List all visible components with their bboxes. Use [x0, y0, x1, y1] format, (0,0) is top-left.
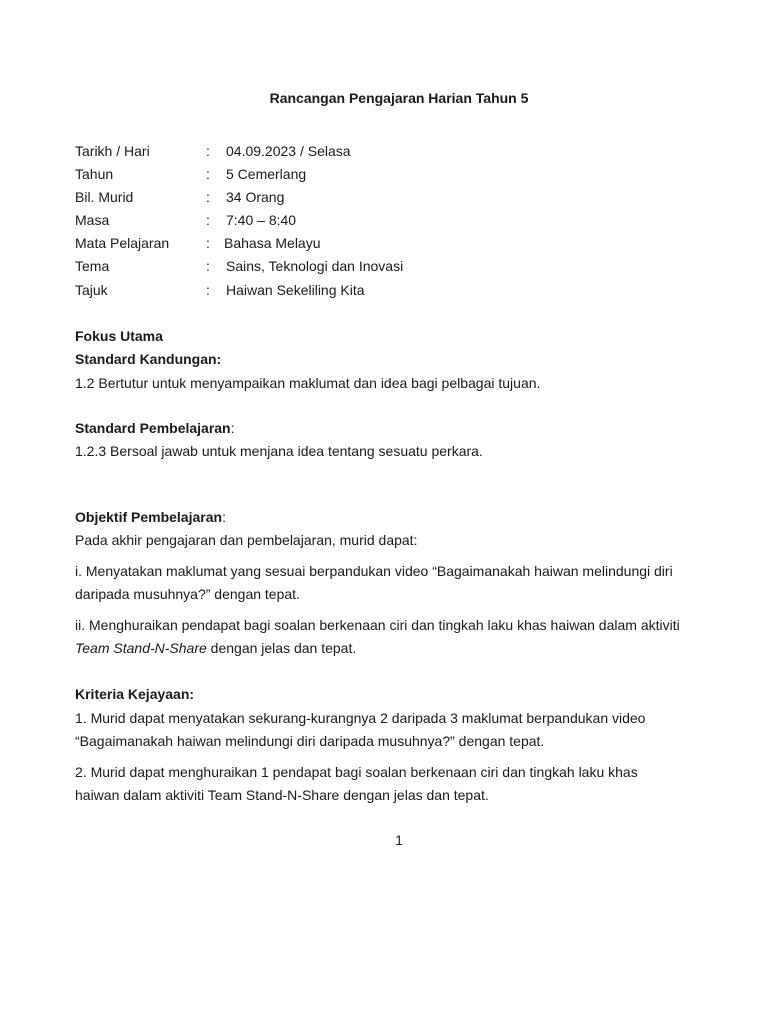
heading-standard-kandungan: Standard Kandungan: [75, 351, 222, 367]
info-colon: : [206, 212, 210, 228]
info-value: 04.09.2023 / Selasa [226, 143, 351, 159]
kriteria-1-line1: 1. Murid dapat menyatakan sekurang-kurangnya 2 daripada 3 maklumat berpandukan video [75, 710, 646, 726]
info-colon: : [206, 189, 210, 205]
heading-objektif-line [75, 507, 226, 527]
kriteria-1-line2: “Bagaimanakah haiwan melindungi diri daripada musuhnya?” dengan tepat. [75, 733, 545, 749]
info-colon: : [206, 166, 210, 182]
info-colon: : [206, 143, 210, 159]
objektif-intro: Pada akhir pengajaran dan pembelajaran, murid dapat: [75, 532, 418, 548]
info-value: Sains, Teknologi dan Inovasi [226, 258, 404, 274]
standard-kandungan-text: 1.2 Bertutur untuk menyampaikan maklumat dan idea bagi pelbagai tujuan. [75, 375, 541, 391]
objektif-i-line2: daripada musuhnya?” dengan tepat. [75, 586, 300, 602]
heading-fokus-utama: Fokus Utama [75, 328, 163, 344]
team-stand-n-share-italic: Team Stand-N-Share [75, 640, 207, 656]
info-label: Bil. Murid [75, 189, 134, 205]
heading-colon: : [230, 420, 235, 436]
heading-standard-pembelajaran-line [75, 418, 235, 438]
info-colon: : [206, 235, 210, 251]
objektif-i-line1: i. Menyatakan maklumat yang sesuai berpandukan video “Bagaimanakah haiwan melindungi diri [75, 563, 673, 579]
info-value: 5 Cemerlang [226, 166, 307, 182]
standard-pembelajaran-text: 1.2.3 Bersoal jawab untuk menjana idea tentang sesuatu perkara. [75, 443, 483, 459]
info-label: Masa [75, 212, 110, 228]
document-title: Rancangan Pengajaran Harian Tahun 5 [269, 90, 529, 106]
info-value: 7:40 – 8:40 [226, 212, 297, 228]
info-value: Bahasa Melayu [224, 235, 321, 251]
info-value: 34 Orang [226, 189, 285, 205]
info-value: Haiwan Sekeliling Kita [226, 282, 365, 298]
page-number: 1 [395, 832, 403, 848]
info-colon: : [206, 282, 210, 298]
heading-standard-pembelajaran: Standard Pembelajaran [75, 420, 231, 436]
kriteria-2-line2: haiwan dalam aktiviti Team Stand-N-Share dengan jelas dan tepat. [75, 787, 489, 803]
info-label: Tajuk [75, 282, 108, 298]
heading-colon: : [222, 509, 226, 525]
info-label: Tarikh / Hari [75, 143, 150, 159]
info-colon: : [206, 258, 210, 274]
info-label: Tema [75, 258, 110, 274]
objektif-ii-line1: ii. Menghuraikan pendapat bagi soalan berkenaan ciri dan tingkah laku khas haiwan dalam aktiviti [75, 617, 680, 633]
heading-objektif-pembelajaran: Objektif Pembelajaran [75, 509, 223, 525]
info-label: Mata Pelajaran [75, 235, 170, 251]
info-label: Tahun [75, 166, 114, 182]
objektif-ii-rest: dengan jelas dan tepat. [206, 640, 357, 656]
kriteria-2-line1: 2. Murid dapat menghuraikan 1 pendapat bagi soalan berkenaan ciri dan tingkah laku khas [75, 764, 638, 780]
heading-kriteria-kejayaan: Kriteria Kejayaan: [75, 686, 195, 702]
objektif-ii-line2 [75, 638, 356, 658]
